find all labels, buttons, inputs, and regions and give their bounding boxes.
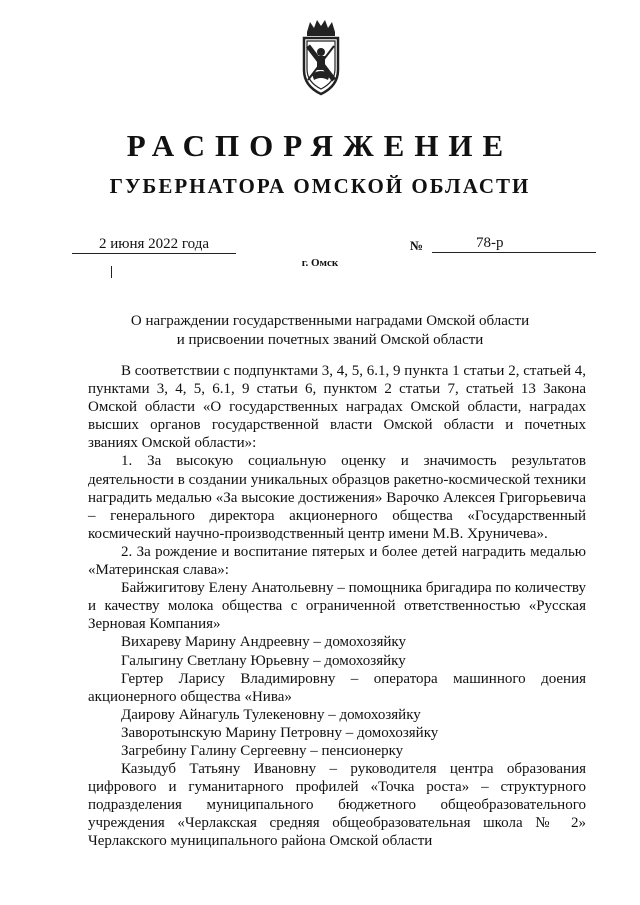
coat-of-arms-icon [298, 18, 344, 98]
document-number: 78-р [432, 234, 596, 253]
document-title: РАСПОРЯЖЕНИЕ [126, 128, 514, 163]
heading-line-1: О награждении государственными наградами Омской области [130, 313, 530, 329]
paragraph-item-1: 1. За высокую социальную оценку и значимость результатов деятельности в создании уникальных образцов ракетно-космической техники наградить медалью «За высокие достижения» Варочко Алексея Григорьевича – генерального директора акционерного общества «Государственный космический научно-производственный центр имени М.В. Хруничева». [88, 453, 586, 542]
document-body [88, 362, 586, 851]
document-heading [60, 312, 600, 350]
award-entry: Вихареву Марину Андреевну – домохозяйку [121, 634, 407, 651]
award-entry: Галыгину Светлану Юрьевну – домохозяйку [121, 652, 406, 669]
text-cursor [111, 266, 112, 278]
paragraph-item-2: 2. За рождение и воспитание пятерых и более детей наградить медалью «Материнская слава»: [88, 543, 586, 579]
document-subtitle: ГУБЕРНАТОРА ОМСКОЙ ОБЛАСТИ [109, 174, 531, 198]
document-date: 2 июня 2022 года [72, 235, 236, 254]
award-entry: Загребину Галину Сергеевну – пенсионерку [121, 742, 404, 759]
number-sign: № [410, 238, 424, 253]
paragraph-preamble: В соответствии с подпунктами 3, 4, 5, 6.1, 9 пункта 1 статьи 2, статьей 4, пунктами 3, 4, 5, 6.1, 9 статьи 6, пунктом 2 статьи 7, статьей 13 Закона Омской области «О государственных наградах Омской области, наградах высших органов государственной власти Омской области и почетных званиях Омской области»: [88, 363, 586, 452]
award-entry: Казыдуб Татьяну Ивановну – руководителя центра образования цифрового и гуманитарного профилей «Точка роста» – структурного подразделения муниципального бюджетного общеобразовательного учреждения «Черлакская средняя общеобразовательная школа № 2» Черлакского муниципального района Омской области [88, 761, 586, 850]
heading-line-2: и присвоении почетных званий Омской области [176, 332, 484, 348]
award-entry: Даирову Айнагуль Тулекеновну – домохозяйку [121, 706, 421, 723]
award-entry: Байжигитову Елену Анатольевну – помощника бригадира по количеству и качеству молока общества с ограниченной ответственностью «Русская Зерновая Компания» [88, 580, 586, 633]
award-entry: Заворотынскую Марину Петровну – домохозяйку [121, 724, 439, 741]
document-city: г. Омск [301, 257, 339, 269]
award-entry: Гертер Ларису Владимировну – оператора машинного доения акционерного общества «Нива» [88, 670, 586, 705]
